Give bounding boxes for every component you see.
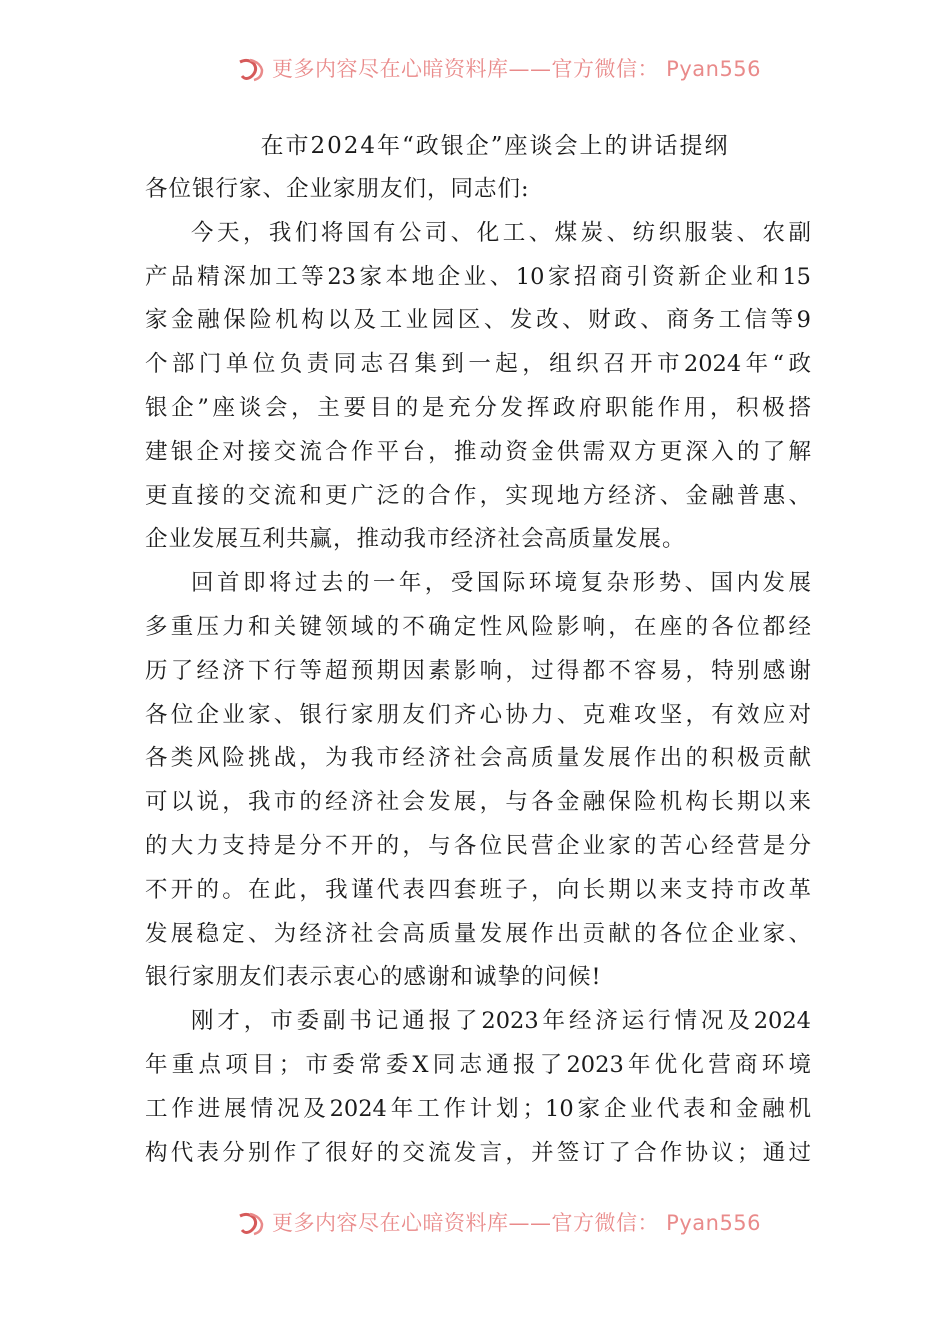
text-line: 工作进展情况及2024年工作计划；10家企业代表和金融机 (145, 1095, 811, 1122)
text-line: 发展稳定、为经济社会高质量发展作出贡献的各位企业家、 (145, 920, 811, 947)
text-line: 产品精深加工等23家本地企业、10家招商引资新企业和15 (145, 263, 811, 290)
text-line: 构代表分别作了很好的交流发言，并签订了合作协议；通过 (145, 1139, 811, 1166)
text-line: 刚才，市委副书记通报了2023年经济运行情况及2024 (191, 1008, 811, 1035)
text-line: 年重点项目；市委常委X同志通报了2023年优化营商环境 (145, 1051, 811, 1078)
watermark-header (0, 50, 950, 90)
text-line: 多重压力和关键领域的不确定性风险影响，在座的各位都经 (145, 613, 811, 640)
text-line: 历了经济下行等超预期因素影响，过得都不容易，特别感谢 (145, 657, 811, 684)
text-line: 银企”座谈会，主要目的是充分发挥政府职能作用，积极搭 (145, 394, 811, 421)
text-line: 可以说，我市的经济社会发展，与各金融保险机构长期以来 (145, 789, 811, 816)
document-body (145, 168, 811, 1175)
text-line: 今天，我们将国有公司、化工、煤炭、纺织服装、农副 (191, 219, 811, 246)
text-line: 个部门单位负责同志召集到一起，组织召开市2024年“政 (145, 351, 811, 378)
text-line: 银行家朋友们表示衷心的感谢和诚挚的问候! (145, 964, 602, 991)
text-line: 的大力支持是分不开的，与各位民营企业家的苦心经营是分 (145, 832, 811, 859)
watermark-logo-icon (236, 1210, 266, 1236)
watermark-footer (0, 1204, 950, 1244)
text-line: 更直接的交流和更广泛的合作，实现地方经济、金融普惠、 (145, 482, 811, 509)
text-line: 家金融保险机构以及工业园区、发改、财政、商务工信等9 (145, 307, 811, 334)
watermark-logo-icon (236, 56, 266, 82)
text-line: 不开的。在此，我谨代表四套班子，向长期以来支持市改革 (145, 876, 811, 903)
document-title: 在市2024年“政银企”座谈会上的讲话提纲 (260, 133, 730, 159)
text-line: 各位企业家、银行家朋友们齐心协力、克难攻坚，有效应对 (145, 701, 811, 728)
text-line: 各位银行家、企业家朋友们，同志们: (145, 176, 530, 202)
text-line: 企业发展互利共赢，推动我市经济社会高质量发展。 (145, 526, 686, 553)
text-line: 回首即将过去的一年，受国际环境复杂形势、国内发展 (191, 570, 811, 597)
text-line: 各类风险挑战，为我市经济社会高质量发展作出的积极贡献 (145, 745, 811, 772)
text-line: 建银企对接交流合作平台，推动资金供需双方更深入的了解 (145, 438, 811, 465)
watermark-text: 更多内容尽在心暗资料库——官方微信： Pyan556 (272, 1211, 762, 1235)
watermark-text: 更多内容尽在心暗资料库——官方微信： Pyan556 (272, 57, 762, 81)
